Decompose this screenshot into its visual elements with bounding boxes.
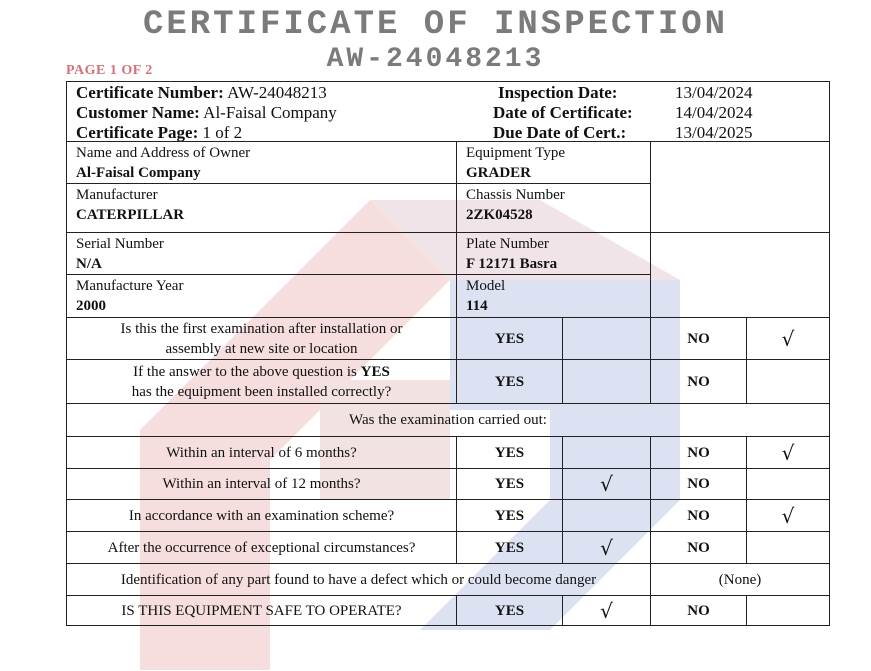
chassis-value: 2ZK04528 — [466, 207, 533, 223]
year-cell — [66, 274, 457, 318]
serial-value: N/A — [76, 256, 102, 272]
defect-question: Identification of any part found to have a defect which or could become danger — [66, 563, 651, 596]
chassis-label: Chassis Number — [466, 187, 565, 203]
question-12-months: Within an interval of 12 months? — [66, 468, 457, 500]
q4-no-checkbox[interactable] — [746, 468, 830, 500]
equipment-type-label: Equipment Type — [466, 145, 566, 161]
plate-label: Plate Number — [466, 236, 549, 252]
cert-number-value: AW-24048213 — [227, 83, 327, 102]
safe-yes-checkbox[interactable]: √ — [562, 595, 651, 626]
customer-label: Customer Name: — [76, 103, 200, 122]
q3-yes-checkbox[interactable] — [562, 436, 651, 469]
q2-no-label: NO — [650, 359, 747, 404]
manufacturer-cell — [66, 183, 457, 233]
q5-no-checkbox[interactable]: √ — [746, 499, 830, 532]
q4-no-label: NO — [650, 468, 747, 500]
serial-label: Serial Number — [76, 236, 164, 252]
question-installed-correctly: If the answer to the above question is YES has the equipment been installed correctly? — [66, 359, 457, 404]
q5-no-label: NO — [650, 499, 747, 532]
safe-question: IS THIS EQUIPMENT SAFE TO OPERATE? — [66, 595, 457, 626]
cert-date-value: 14/04/2024 — [675, 103, 753, 122]
plate-value: F 12171 Basra — [466, 256, 558, 272]
q2-yes-checkbox[interactable] — [562, 359, 651, 404]
equipment-type-value: GRADER — [466, 165, 532, 181]
question-exam-scheme: In accordance with an examination scheme? — [66, 499, 457, 532]
header-block — [66, 81, 830, 142]
manufacturer-label: Manufacturer — [76, 187, 158, 203]
serial-cell — [66, 232, 457, 275]
blank-cell-1 — [650, 141, 830, 233]
certificate-number-heading: AW-24048213 — [326, 44, 545, 75]
q6-yes-label: YES — [456, 531, 563, 564]
q1-yes-label: YES — [456, 317, 563, 360]
owner-value: Al-Faisal Company — [76, 165, 201, 181]
q6-no-checkbox[interactable] — [746, 531, 830, 564]
inspection-date-value: 13/04/2024 — [675, 83, 753, 102]
due-date-label: Due Date of Cert.: — [493, 123, 627, 142]
blank-cell-2 — [650, 232, 830, 318]
inspection-date-label: Inspection Date: — [498, 83, 618, 102]
model-label: Model — [466, 278, 506, 294]
safe-no-checkbox[interactable] — [746, 595, 830, 626]
cert-page-label: Certificate Page: — [76, 123, 199, 142]
cert-date-label: Date of Certificate: — [493, 103, 633, 122]
q3-yes-label: YES — [456, 436, 563, 469]
q1-yes-checkbox[interactable] — [562, 317, 651, 360]
owner-label: Name and Address of Owner — [76, 145, 251, 161]
defect-value: (None) — [650, 563, 830, 596]
manufacturer-value: CATERPILLAR — [76, 207, 185, 223]
year-value: 2000 — [76, 298, 106, 314]
question-exceptional: After the occurrence of exceptional circumstances? — [66, 531, 457, 564]
q1-no-checkbox[interactable]: √ — [746, 317, 830, 360]
question-first-exam: Is this the first examination after installation or assembly at new site or location — [66, 317, 457, 360]
owner-cell — [66, 141, 457, 184]
q2-yes-label: YES — [456, 359, 563, 404]
q4-yes-label: YES — [456, 468, 563, 500]
q1-no-label: NO — [650, 317, 747, 360]
cert-number-label: Certificate Number: — [76, 83, 224, 102]
safe-no-label: NO — [650, 595, 747, 626]
exam-heading: Was the examination carried out: — [66, 403, 830, 437]
q3-no-checkbox[interactable]: √ — [746, 436, 830, 469]
model-value: 114 — [466, 298, 488, 314]
document-title: CERTIFICATE OF INSPECTION — [142, 6, 729, 44]
q5-yes-checkbox[interactable] — [562, 499, 651, 532]
year-label: Manufacture Year — [76, 278, 184, 294]
certificate-table — [66, 81, 830, 625]
equipment-type-cell — [456, 141, 651, 184]
cert-page-value: 1 of 2 — [202, 123, 243, 142]
chassis-cell — [456, 183, 651, 233]
question-6-months: Within an interval of 6 months? — [66, 436, 457, 469]
plate-cell — [456, 232, 651, 275]
page-marker: PAGE 1 OF 2 — [66, 63, 153, 78]
due-date-value: 13/04/2025 — [675, 123, 753, 142]
q6-yes-checkbox[interactable]: √ — [562, 531, 651, 564]
q6-no-label: NO — [650, 531, 747, 564]
customer-value: Al-Faisal Company — [203, 103, 337, 122]
q4-yes-checkbox[interactable]: √ — [562, 468, 651, 500]
q5-yes-label: YES — [456, 499, 563, 532]
q2-no-checkbox[interactable] — [746, 359, 830, 404]
model-cell — [456, 274, 651, 318]
safe-yes-label: YES — [456, 595, 563, 626]
q3-no-label: NO — [650, 436, 747, 469]
